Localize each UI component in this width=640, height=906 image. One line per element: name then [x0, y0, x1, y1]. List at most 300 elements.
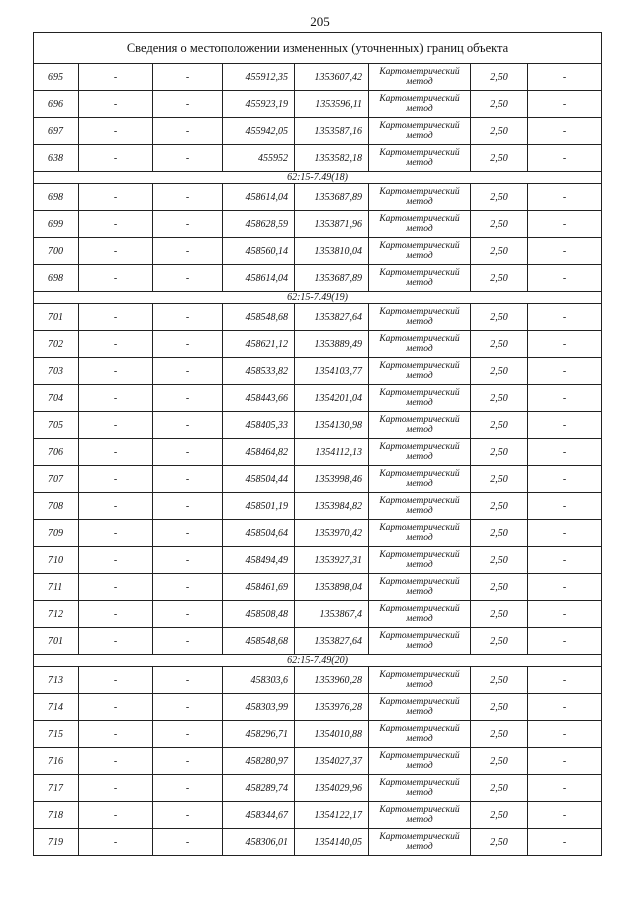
table-row — [34, 238, 602, 265]
method-line-2: метод — [406, 77, 433, 87]
point-number: 700 — [34, 238, 79, 265]
coordinate-x: 458548,68 — [223, 304, 295, 331]
table-row — [34, 211, 602, 238]
dash-cell: - — [528, 145, 602, 172]
accuracy-value: 2,50 — [471, 748, 528, 775]
table-row — [34, 493, 602, 520]
point-number: 708 — [34, 493, 79, 520]
point-number: 717 — [34, 775, 79, 802]
dash-cell: - — [528, 520, 602, 547]
method-line-2: метод — [406, 479, 433, 489]
coordinate-x: 458628,59 — [223, 211, 295, 238]
dash-cell: - — [153, 331, 223, 358]
dash-cell: - — [153, 265, 223, 292]
coordinate-y: 1353998,46 — [295, 466, 369, 493]
dash-cell: - — [153, 385, 223, 412]
dash-cell: - — [153, 547, 223, 574]
method-cell — [369, 628, 471, 655]
boundary-table — [33, 32, 602, 856]
coordinate-y: 1354029,96 — [295, 775, 369, 802]
dash-cell: - — [79, 385, 153, 412]
point-number: 719 — [34, 829, 79, 856]
table-row — [34, 520, 602, 547]
method-line-1: Картометрический — [379, 751, 460, 761]
dash-cell: - — [528, 802, 602, 829]
method-line-1: Картометрический — [379, 241, 460, 251]
method-cell — [369, 145, 471, 172]
method-line-1: Картометрический — [379, 550, 460, 560]
dash-cell: - — [528, 385, 602, 412]
coordinate-y: 1353867,4 — [295, 601, 369, 628]
table-row — [34, 145, 602, 172]
method-line-2: метод — [406, 842, 433, 852]
method-line-1: Картометрический — [379, 268, 460, 278]
coordinate-y: 1353927,31 — [295, 547, 369, 574]
method-line-1: Картометрический — [379, 148, 460, 158]
table-row — [34, 748, 602, 775]
table-row — [34, 667, 602, 694]
method-line-2: метод — [406, 371, 433, 381]
method-line-2: метод — [406, 815, 433, 825]
coordinate-x: 458504,44 — [223, 466, 295, 493]
method-cell — [369, 184, 471, 211]
table-row — [34, 694, 602, 721]
method-line-1: Картометрический — [379, 361, 460, 371]
method-cell — [369, 211, 471, 238]
dash-cell: - — [528, 64, 602, 91]
point-number: 701 — [34, 628, 79, 655]
method-line-1: Картометрический — [379, 496, 460, 506]
dash-cell: - — [79, 358, 153, 385]
coordinate-x: 458464,82 — [223, 439, 295, 466]
coordinate-x: 458560,14 — [223, 238, 295, 265]
dash-cell: - — [528, 331, 602, 358]
point-number: 707 — [34, 466, 79, 493]
method-line-1: Картометрический — [379, 187, 460, 197]
method-cell — [369, 520, 471, 547]
coordinate-y: 1353587,16 — [295, 118, 369, 145]
point-number: 696 — [34, 91, 79, 118]
method-cell — [369, 64, 471, 91]
method-line-1: Картометрический — [379, 724, 460, 734]
method-cell — [369, 331, 471, 358]
point-number: 714 — [34, 694, 79, 721]
method-line-1: Картометрический — [379, 805, 460, 815]
accuracy-value: 2,50 — [471, 520, 528, 547]
dash-cell: - — [528, 91, 602, 118]
method-line-1: Картометрический — [379, 307, 460, 317]
dash-cell: - — [153, 574, 223, 601]
point-number: 716 — [34, 748, 79, 775]
method-line-2: метод — [406, 533, 433, 543]
dash-cell: - — [153, 694, 223, 721]
accuracy-value: 2,50 — [471, 211, 528, 238]
coordinate-x: 455912,35 — [223, 64, 295, 91]
table-title-row — [34, 33, 602, 64]
dash-cell: - — [153, 601, 223, 628]
dash-cell: - — [79, 628, 153, 655]
method-cell — [369, 358, 471, 385]
accuracy-value: 2,50 — [471, 118, 528, 145]
dash-cell: - — [153, 64, 223, 91]
accuracy-value: 2,50 — [471, 331, 528, 358]
dash-cell: - — [79, 412, 153, 439]
coordinate-x: 458303,6 — [223, 667, 295, 694]
accuracy-value: 2,50 — [471, 694, 528, 721]
accuracy-value: 2,50 — [471, 265, 528, 292]
dash-cell: - — [528, 358, 602, 385]
point-number: 715 — [34, 721, 79, 748]
coordinate-x: 458280,97 — [223, 748, 295, 775]
table-row — [34, 304, 602, 331]
dash-cell: - — [79, 829, 153, 856]
coordinate-x: 458614,04 — [223, 265, 295, 292]
dash-cell: - — [79, 439, 153, 466]
method-line-1: Картометрический — [379, 832, 460, 842]
method-cell — [369, 721, 471, 748]
dash-cell: - — [153, 829, 223, 856]
method-cell — [369, 265, 471, 292]
method-line-2: метод — [406, 761, 433, 771]
accuracy-value: 2,50 — [471, 184, 528, 211]
dash-cell: - — [528, 775, 602, 802]
method-cell — [369, 238, 471, 265]
dash-cell: - — [153, 721, 223, 748]
point-number: 698 — [34, 184, 79, 211]
dash-cell: - — [79, 466, 153, 493]
dash-cell: - — [79, 802, 153, 829]
coordinate-y: 1354130,98 — [295, 412, 369, 439]
accuracy-value: 2,50 — [471, 667, 528, 694]
table-row — [34, 802, 602, 829]
dash-cell: - — [153, 145, 223, 172]
point-number: 698 — [34, 265, 79, 292]
dash-cell: - — [528, 238, 602, 265]
accuracy-value: 2,50 — [471, 385, 528, 412]
coordinate-x: 458303,99 — [223, 694, 295, 721]
section-header-row — [34, 655, 602, 667]
table-row — [34, 721, 602, 748]
point-number: 711 — [34, 574, 79, 601]
point-number: 710 — [34, 547, 79, 574]
dash-cell: - — [79, 694, 153, 721]
coordinate-y: 1353871,96 — [295, 211, 369, 238]
accuracy-value: 2,50 — [471, 439, 528, 466]
dash-cell: - — [79, 64, 153, 91]
dash-cell: - — [79, 547, 153, 574]
dash-cell: - — [153, 211, 223, 238]
dash-cell: - — [153, 628, 223, 655]
coordinate-y: 1354140,05 — [295, 829, 369, 856]
dash-cell: - — [153, 493, 223, 520]
coordinate-y: 1353596,11 — [295, 91, 369, 118]
method-line-2: метод — [406, 278, 433, 288]
table-title: Сведения о местоположении измененных (уточненных) границ объекта — [34, 33, 602, 64]
accuracy-value: 2,50 — [471, 238, 528, 265]
table-row — [34, 574, 602, 601]
dash-cell: - — [528, 748, 602, 775]
dash-cell: - — [79, 493, 153, 520]
dash-cell: - — [528, 628, 602, 655]
dash-cell: - — [153, 184, 223, 211]
dash-cell: - — [528, 829, 602, 856]
dash-cell: - — [79, 145, 153, 172]
coordinate-y: 1354010,88 — [295, 721, 369, 748]
method-line-2: метод — [406, 425, 433, 435]
coordinate-x: 458548,68 — [223, 628, 295, 655]
dash-cell: - — [79, 238, 153, 265]
dash-cell: - — [79, 118, 153, 145]
method-cell — [369, 118, 471, 145]
method-line-1: Картометрический — [379, 442, 460, 452]
method-line-2: метод — [406, 560, 433, 570]
dash-cell: - — [79, 184, 153, 211]
dash-cell: - — [153, 466, 223, 493]
coordinate-y: 1353960,28 — [295, 667, 369, 694]
coordinate-x: 455942,05 — [223, 118, 295, 145]
method-line-1: Картометрический — [379, 670, 460, 680]
accuracy-value: 2,50 — [471, 775, 528, 802]
method-line-1: Картометрический — [379, 469, 460, 479]
coordinate-y: 1353898,04 — [295, 574, 369, 601]
coordinate-x: 458461,69 — [223, 574, 295, 601]
point-number: 718 — [34, 802, 79, 829]
coordinate-y: 1353976,28 — [295, 694, 369, 721]
method-cell — [369, 829, 471, 856]
accuracy-value: 2,50 — [471, 547, 528, 574]
point-number: 638 — [34, 145, 79, 172]
coordinate-x: 458533,82 — [223, 358, 295, 385]
dash-cell: - — [528, 304, 602, 331]
table-row — [34, 385, 602, 412]
table-row — [34, 265, 602, 292]
coordinate-y: 1353687,89 — [295, 184, 369, 211]
point-number: 705 — [34, 412, 79, 439]
accuracy-value: 2,50 — [471, 412, 528, 439]
method-cell — [369, 601, 471, 628]
method-line-1: Картометрический — [379, 631, 460, 641]
table-row — [34, 628, 602, 655]
dash-cell: - — [79, 304, 153, 331]
dash-cell: - — [528, 601, 602, 628]
method-line-1: Картометрический — [379, 334, 460, 344]
coordinate-y: 1354112,13 — [295, 439, 369, 466]
method-line-2: метод — [406, 734, 433, 744]
dash-cell: - — [153, 748, 223, 775]
dash-cell: - — [153, 520, 223, 547]
dash-cell: - — [79, 574, 153, 601]
section-label: 62:15-7.49(19) — [34, 292, 602, 304]
coordinate-x: 455952 — [223, 145, 295, 172]
method-line-1: Картометрический — [379, 94, 460, 104]
dash-cell: - — [79, 748, 153, 775]
accuracy-value: 2,50 — [471, 91, 528, 118]
table-row — [34, 829, 602, 856]
table-row — [34, 466, 602, 493]
method-cell — [369, 385, 471, 412]
coordinate-y: 1353810,04 — [295, 238, 369, 265]
coordinate-y: 1354201,04 — [295, 385, 369, 412]
accuracy-value: 2,50 — [471, 358, 528, 385]
method-line-1: Картометрический — [379, 67, 460, 77]
method-cell — [369, 694, 471, 721]
coordinate-x: 458501,19 — [223, 493, 295, 520]
method-line-2: метод — [406, 680, 433, 690]
method-cell — [369, 91, 471, 118]
accuracy-value: 2,50 — [471, 304, 528, 331]
method-line-1: Картометрический — [379, 778, 460, 788]
dash-cell: - — [528, 493, 602, 520]
coordinate-x: 458494,49 — [223, 547, 295, 574]
method-cell — [369, 466, 471, 493]
dash-cell: - — [79, 601, 153, 628]
coordinate-y: 1353970,42 — [295, 520, 369, 547]
coordinate-x: 458306,01 — [223, 829, 295, 856]
dash-cell: - — [528, 574, 602, 601]
method-line-2: метод — [406, 131, 433, 141]
coordinate-x: 458504,64 — [223, 520, 295, 547]
method-cell — [369, 574, 471, 601]
method-line-1: Картометрический — [379, 415, 460, 425]
dash-cell: - — [528, 412, 602, 439]
method-line-2: метод — [406, 398, 433, 408]
table-row — [34, 601, 602, 628]
page-number: 205 — [310, 14, 330, 29]
coordinate-y: 1353889,49 — [295, 331, 369, 358]
method-line-1: Картометрический — [379, 577, 460, 587]
coordinate-y: 1354027,37 — [295, 748, 369, 775]
coordinate-y: 1354103,77 — [295, 358, 369, 385]
method-line-2: метод — [406, 614, 433, 624]
table-row — [34, 118, 602, 145]
dash-cell: - — [153, 775, 223, 802]
dash-cell: - — [153, 304, 223, 331]
dash-cell: - — [79, 721, 153, 748]
accuracy-value: 2,50 — [471, 829, 528, 856]
method-line-1: Картометрический — [379, 697, 460, 707]
dash-cell: - — [153, 802, 223, 829]
point-number: 713 — [34, 667, 79, 694]
accuracy-value: 2,50 — [471, 628, 528, 655]
point-number: 712 — [34, 601, 79, 628]
dash-cell: - — [79, 91, 153, 118]
table-row — [34, 358, 602, 385]
dash-cell: - — [528, 184, 602, 211]
section-label: 62:15-7.49(20) — [34, 655, 602, 667]
coordinate-y: 1353984,82 — [295, 493, 369, 520]
method-cell — [369, 412, 471, 439]
method-line-1: Картометрический — [379, 121, 460, 131]
accuracy-value: 2,50 — [471, 601, 528, 628]
method-cell — [369, 439, 471, 466]
coordinate-x: 458443,66 — [223, 385, 295, 412]
table-row — [34, 412, 602, 439]
point-number: 706 — [34, 439, 79, 466]
point-number: 703 — [34, 358, 79, 385]
method-line-2: метод — [406, 506, 433, 516]
dash-cell: - — [153, 412, 223, 439]
table-row — [34, 91, 602, 118]
accuracy-value: 2,50 — [471, 466, 528, 493]
coordinate-x: 458614,04 — [223, 184, 295, 211]
dash-cell: - — [528, 694, 602, 721]
method-line-2: метод — [406, 641, 433, 651]
point-number: 702 — [34, 331, 79, 358]
table-row — [34, 331, 602, 358]
dash-cell: - — [153, 91, 223, 118]
section-header-row — [34, 292, 602, 304]
dash-cell: - — [528, 118, 602, 145]
point-number: 701 — [34, 304, 79, 331]
point-number: 709 — [34, 520, 79, 547]
method-line-1: Картометрический — [379, 523, 460, 533]
dash-cell: - — [79, 775, 153, 802]
method-line-2: метод — [406, 452, 433, 462]
dash-cell: - — [153, 439, 223, 466]
dash-cell: - — [528, 667, 602, 694]
method-line-2: метод — [406, 197, 433, 207]
method-cell — [369, 775, 471, 802]
table-row — [34, 64, 602, 91]
method-line-2: метод — [406, 344, 433, 354]
method-line-2: метод — [406, 158, 433, 168]
dash-cell: - — [153, 667, 223, 694]
method-cell — [369, 748, 471, 775]
table-row — [34, 184, 602, 211]
dash-cell: - — [528, 265, 602, 292]
accuracy-value: 2,50 — [471, 574, 528, 601]
point-number: 695 — [34, 64, 79, 91]
coordinate-x: 458289,74 — [223, 775, 295, 802]
dash-cell: - — [79, 520, 153, 547]
point-number: 697 — [34, 118, 79, 145]
dash-cell: - — [528, 439, 602, 466]
method-line-2: метод — [406, 251, 433, 261]
point-number: 704 — [34, 385, 79, 412]
accuracy-value: 2,50 — [471, 493, 528, 520]
method-cell — [369, 493, 471, 520]
coordinate-y: 1353827,64 — [295, 304, 369, 331]
accuracy-value: 2,50 — [471, 145, 528, 172]
coordinate-y: 1353607,42 — [295, 64, 369, 91]
method-line-2: метод — [406, 317, 433, 327]
table-row — [34, 547, 602, 574]
table-row — [34, 775, 602, 802]
dash-cell: - — [79, 265, 153, 292]
dash-cell: - — [79, 667, 153, 694]
coordinate-x: 458621,12 — [223, 331, 295, 358]
method-line-1: Картометрический — [379, 214, 460, 224]
dash-cell: - — [153, 238, 223, 265]
accuracy-value: 2,50 — [471, 802, 528, 829]
dash-cell: - — [153, 358, 223, 385]
coordinate-x: 455923,19 — [223, 91, 295, 118]
method-line-2: метод — [406, 224, 433, 234]
coordinate-y: 1354122,17 — [295, 802, 369, 829]
table-row — [34, 439, 602, 466]
accuracy-value: 2,50 — [471, 64, 528, 91]
coordinate-y: 1353582,18 — [295, 145, 369, 172]
method-line-2: метод — [406, 788, 433, 798]
dash-cell: - — [528, 211, 602, 238]
coordinate-x: 458344,67 — [223, 802, 295, 829]
point-number: 699 — [34, 211, 79, 238]
method-line-2: метод — [406, 707, 433, 717]
method-cell — [369, 802, 471, 829]
dash-cell: - — [528, 721, 602, 748]
method-line-2: метод — [406, 587, 433, 597]
coordinate-y: 1353827,64 — [295, 628, 369, 655]
